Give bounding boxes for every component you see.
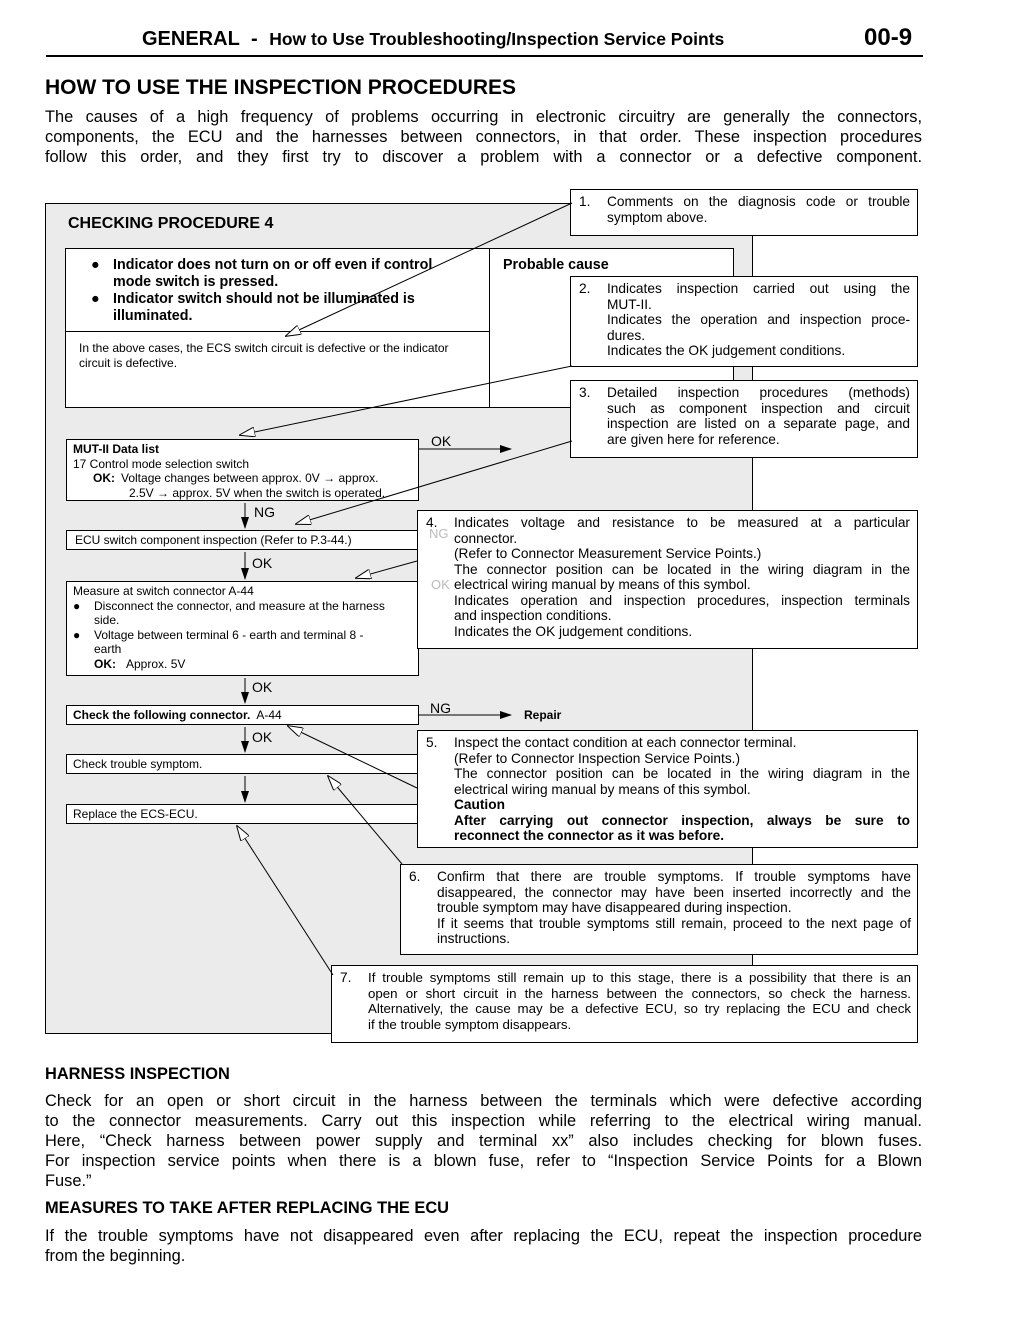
measure-connector-box [66,581,419,676]
symptom-line: illuminated. [113,308,193,324]
harness-line: Fuse.” [45,1172,92,1190]
note-line: such as component inspection and circuit [607,400,910,416]
measure-text: Voltage between terminal 6 - earth and terminal 8 - [94,627,364,642]
symptom-item [91,291,483,325]
mut-ok-line [73,471,412,486]
harness-line: to the connector measurements. Carry out this inspection while referring to the electrical wiring manual. [45,1112,922,1130]
note-line: If trouble symptoms still remain up to this stage, there is a possibility that there is an [368,970,911,985]
note-3 [570,380,918,458]
note-line: The connector position can be located in the wiring diagram in the [454,561,910,577]
note-1 [570,189,918,236]
bullet-icon: ● [73,598,81,613]
note-5 [417,730,918,848]
procedure-title: CHECKING PROCEDURE 4 [68,215,274,232]
ok-label-4: OK [252,729,273,745]
intro-line: components, the ECU and the harnesses between connectors, in that order. These inspection procedures [45,128,922,146]
ghost-ng-label: NG [429,526,449,541]
measure-ok-value: Approx. 5V [126,656,186,671]
mut-title: MUT-II Data list [73,442,160,456]
check-symptom-text: Check trouble symptom. [73,757,203,771]
symptom-line: mode switch is pressed. [113,274,279,290]
note-line: Indicates operation and inspection procedures, inspection terminals [454,592,910,608]
note-line: (Refer to Connector Inspection Service Points.) [454,750,741,766]
page-number: 00-9 [864,24,913,51]
note-6 [400,864,918,955]
header-rule [46,55,923,57]
harness-line: Check for an open or short circuit in the harness between the terminals which were defective according [45,1092,922,1110]
note-line: Comments on the diagnosis code or trouble [607,194,910,209]
ng-label-2: NG [430,700,451,716]
note-line: dures. [607,327,646,343]
note-line: inspection are listed on a separate page, and [607,416,910,431]
note-line: Alternatively, the cause may be a defective ECU, so try replacing the ECU and check [368,1001,911,1016]
symptom-line: Indicator does not turn on or off even if control [113,257,433,273]
symptom-item [91,257,483,291]
note-number: 5. [426,735,438,750]
measures-line: If the trouble symptoms have not disappeared even after replacing the ECU, repeat the inspection procedure [45,1227,922,1245]
caution-title: Caution [454,797,505,812]
note-line: disappeared, the connector may have been inserted incorrectly and the [437,884,911,900]
header-section: GENERAL [142,28,240,50]
intro-paragraph [45,107,922,167]
cause-line: circuit is defective. [79,355,178,370]
note-line: If it seems that trouble symptoms still remain, proceed to the next page of [437,915,911,931]
ok-label-3: OK [252,679,273,695]
note-line: Inspect the contact condition at each connector terminal. [454,735,797,750]
note-text [607,281,910,359]
ecu-switch-box [66,530,419,550]
harness-line: For inspection service points when there is a blown fuse, refer to “Inspection Service Points for a Blown [45,1152,922,1170]
repair-label: Repair [524,708,562,722]
mut-item: 17 Control mode selection switch [73,456,250,471]
note-number: 4. [426,515,438,530]
page-header [142,28,724,51]
mut-data-list-box [66,439,419,501]
note-line: Detailed inspection procedures (methods) [607,385,910,400]
note-line: Confirm that there are trouble symptoms. If trouble symptoms have [437,869,911,884]
measure-text: side. [94,613,120,627]
replace-ecu-box [66,804,419,824]
note-line: Indicates the OK judgement conditions. [607,343,846,358]
measure-text: Disconnect the connector, and measure at the harness [94,598,385,613]
ecu-switch-text: ECU switch component inspection (Refer to P.3-44.) [75,533,352,547]
note-line: The connector position can be located in the wiring diagram in the [454,766,910,781]
cause-line: In the above cases, the ECS switch circuit is defective or the indicator [79,341,449,355]
intro-line: The causes of a high frequency of problems occurring in electronic circuitry are generally the connectors, [45,108,922,126]
measure-item [73,628,412,643]
note-text [368,970,911,1032]
note-text [607,194,910,225]
probable-cause-heading: Probable cause [503,257,609,273]
measures-line: from the beginning. [45,1247,186,1265]
header-subtitle: How to Use Troubleshooting/Inspection Service Points [269,29,725,49]
note-number: 3. [579,385,591,400]
note-line: open or short circuit in the harness between the connectors, so check the harness. [368,985,911,1001]
harness-heading: HARNESS INSPECTION [45,1065,230,1083]
header-dash: - [250,28,258,50]
note-line: MUT-II. [607,296,652,312]
note-line: (Refer to Connector Measurement Service Points.) [454,546,762,561]
note-number: 1. [579,194,591,209]
ok-label: OK: [93,471,115,485]
note-line: electrical wiring manual by means of this symbol. [454,577,751,592]
note-text [437,869,911,947]
note-number: 6. [409,869,421,884]
ghost-ok-label: OK [431,577,450,592]
replace-ecu-text: Replace the ECS-ECU. [73,807,198,821]
note-7 [331,965,918,1043]
measure-text: earth [94,642,122,656]
note-number: 2. [579,281,591,296]
note-text [454,515,910,639]
mut-ok-text: Voltage changes between approx. 0V → approx. [121,471,379,485]
check-connector-text: Check the following connector. [73,708,251,722]
note-line: Indicates the operation and inspection proce- [607,312,910,327]
note-line: Indicates voltage and resistance to be measured at a particular [454,515,910,530]
harness-paragraph [45,1091,922,1191]
note-line: Indicates inspection carried out using the [607,281,910,296]
check-symptom-box [66,754,419,774]
note-line: symptom above. [607,209,708,225]
note-line: connector. [454,530,518,546]
ng-label-1: NG [254,504,275,520]
caution-line: After carrying out connector inspection, always be sure to [454,812,910,828]
caution-line: reconnect the connector as it was before. [454,828,725,843]
measure-title: Measure at switch connector A-44 [73,584,254,598]
ok-label-2: OK [252,555,273,571]
symptom-line: Indicator switch should not be illuminated is [113,291,415,307]
intro-heading: HOW TO USE THE INSPECTION PROCEDURES [45,76,516,99]
check-connector-box [66,705,419,725]
connector-ref: A-44 [256,708,282,722]
note-text [454,735,910,844]
note-number: 7. [340,970,352,985]
note-4 [417,510,918,649]
ok-label: OK: [94,656,116,671]
note-line: trouble symptom may have disappeared during inspection. [437,900,792,915]
note-2 [570,276,918,367]
note-line: instructions. [437,931,511,946]
bullet-icon: ● [73,627,81,642]
note-line: Indicates the OK judgement conditions. [454,623,693,639]
note-text [607,385,910,447]
note-line: electrical wiring manual by means of this symbol. [454,781,751,797]
intro-line: follow this order, and they first try to discover a problem with a connector or a defective component. [45,148,922,166]
measures-paragraph [45,1226,922,1266]
symptom-text [91,257,483,325]
note-line: are given here for reference. [607,431,780,447]
table-divider [489,248,490,408]
measure-item [73,599,412,614]
table-divider [65,331,490,332]
measure-ok-line [73,657,412,672]
harness-line: Here, “Check harness between power supply and terminal xx” also includes checking for blown fuses. [45,1132,922,1150]
bullet-icon: ● [91,291,100,307]
mut-ok-cont: 2.5V → approx. 5V when the switch is operated. [129,485,386,500]
note-line: if the trouble symptom disappears. [368,1016,572,1032]
measures-heading: MEASURES TO TAKE AFTER REPLACING THE ECU [45,1199,450,1217]
cause-text [79,341,484,370]
ok-label-1: OK [431,433,452,449]
bullet-icon: ● [91,257,100,273]
note-line: and inspection conditions. [454,608,612,623]
